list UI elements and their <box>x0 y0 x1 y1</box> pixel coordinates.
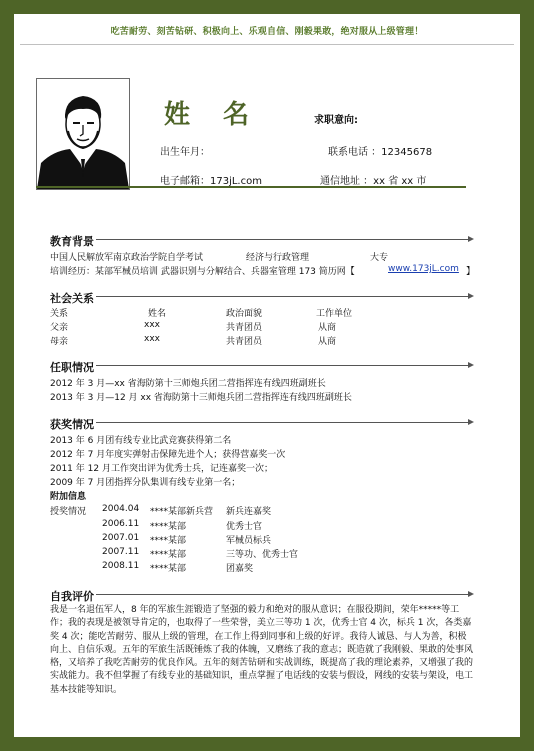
extra-info-heading: 附加信息 <box>50 492 87 502</box>
cell-name: xxx <box>144 320 160 330</box>
self-eval-heading: 自我评价 <box>50 590 94 603</box>
col-political: 政治面貌 <box>226 309 263 319</box>
self-eval-divider <box>96 594 472 595</box>
list-item: 2013 年 3 月—12 月 xx 省海防第十三师炮兵团二营指挥连有线四班副班长 <box>50 393 352 403</box>
education-divider <box>96 239 472 240</box>
degree: 大专 <box>370 253 389 263</box>
resume-page <box>14 14 520 737</box>
award-name: 军械员标兵 <box>226 536 272 546</box>
col-workplace: 工作单位 <box>316 309 353 319</box>
social-heading: 社会关系 <box>50 292 94 305</box>
address-field: 通信地址 ：xx 省 xx 市 <box>320 176 427 187</box>
list-item: 2012 年 7 月年度实弹射击保障先进个人；获得营嘉奖一次 <box>50 450 286 460</box>
training-text: 培训经历：某部军械员培训 武器识别与分解结合、兵器室管理 173 简历网【 <box>50 267 355 277</box>
cell-relation: 父亲 <box>50 323 69 333</box>
award-unit: ****某部 <box>150 550 187 560</box>
cell-political: 共青团员 <box>226 323 263 333</box>
phone-field: 联系电话 ：12345678 <box>328 147 433 158</box>
positions-divider <box>96 365 472 366</box>
award-name: 新兵连嘉奖 <box>226 507 272 517</box>
training-end: 】 <box>466 267 476 277</box>
major-name: 经济与行政管理 <box>246 253 310 263</box>
award-name: 三等功、优秀士官 <box>226 550 299 560</box>
award-date: 2004.04 <box>102 504 140 514</box>
award-name: 团嘉奖 <box>226 564 254 574</box>
birth-label: 出生年月： <box>160 147 210 158</box>
school-name: 中国人民解放军南京政治学院自学考试 <box>50 253 204 263</box>
award-name: 优秀士官 <box>226 522 263 532</box>
job-intent-label: 求职意向: <box>314 115 358 126</box>
list-item: 2013 年 6 月团有线专业比武竞赛获得第二名 <box>50 436 232 446</box>
award-date: 2006.11 <box>102 519 140 529</box>
col-relation: 关系 <box>50 309 69 319</box>
social-divider <box>96 296 472 297</box>
cell-relation: 母亲 <box>50 337 69 347</box>
cell-name: xxx <box>144 334 160 344</box>
award-unit: ****某部 <box>150 536 187 546</box>
award-unit: ****某部 <box>150 564 187 574</box>
award-date: 2007.01 <box>102 533 140 543</box>
award-label: 授奖情况 <box>50 507 87 517</box>
portrait-image <box>37 79 129 189</box>
cell-workplace: 从商 <box>318 323 337 333</box>
motto-divider <box>20 44 514 45</box>
award-date: 2007.11 <box>102 547 140 557</box>
list-item: 2012 年 3 月—xx 省海防第十三师炮兵团二营指挥连有线四班副班长 <box>50 379 326 389</box>
candidate-name: 姓 名 <box>164 100 262 130</box>
awards-heading: 获奖情况 <box>50 418 94 431</box>
col-name: 姓名 <box>148 309 167 319</box>
award-unit: ****某部 <box>150 522 187 532</box>
education-heading: 教育背景 <box>50 235 94 248</box>
cell-workplace: 从商 <box>318 337 337 347</box>
self-eval-text: 我是一名退伍军人，8 年的军旅生涯锻造了坚强的毅力和绝对的服从意识；在服役期间，荣年*****等工作；我的表现是被领导肯定的，也取得了一些荣誉，美立三等功 1 次，优秀士官 4 次，标兵 1 次，各类嘉奖 4 次；能吃苦耐劳、服从上级的管理，在工作上得到同事和上级的好评。我待人诚恳、与人为善，积极向上、自信乐观。五年的军旅生活既锤炼了我的体魄，又磨练了我的意志；既造就了我刚毅、果敢的处事风格，又培养了我吃苦耐劳的优良作风。五年的刻苦钻研和实战训练，既提高了我的理论素养，又增强了我的实战能力。我不但掌握了有线专业的基础知识，重点掌握了电话线的安装与假设，网线的安装与架设，电工基本技能等知识。 <box>50 605 474 695</box>
positions-heading: 任职情况 <box>50 361 94 374</box>
list-item: 2011 年 12 月工作突出评为优秀士兵，记连嘉奖一次； <box>50 464 273 474</box>
award-unit: ****某部新兵营 <box>150 507 214 517</box>
website-link[interactable]: www.173jL.com <box>388 264 459 274</box>
list-item: 2009 年 7 月团指挥分队集训有线专业第一名； <box>50 478 241 488</box>
email-field: 电子邮箱：173jL.com <box>160 176 262 187</box>
award-date: 2008.11 <box>102 561 140 571</box>
cell-political: 共青团员 <box>226 337 263 347</box>
motto-banner: 吃苦耐劳、刻苦钻研、积极向上、乐观自信、刚毅果敢，绝对服从上级管理！ <box>110 27 424 37</box>
profile-photo <box>36 78 130 190</box>
awards-divider <box>96 422 472 423</box>
